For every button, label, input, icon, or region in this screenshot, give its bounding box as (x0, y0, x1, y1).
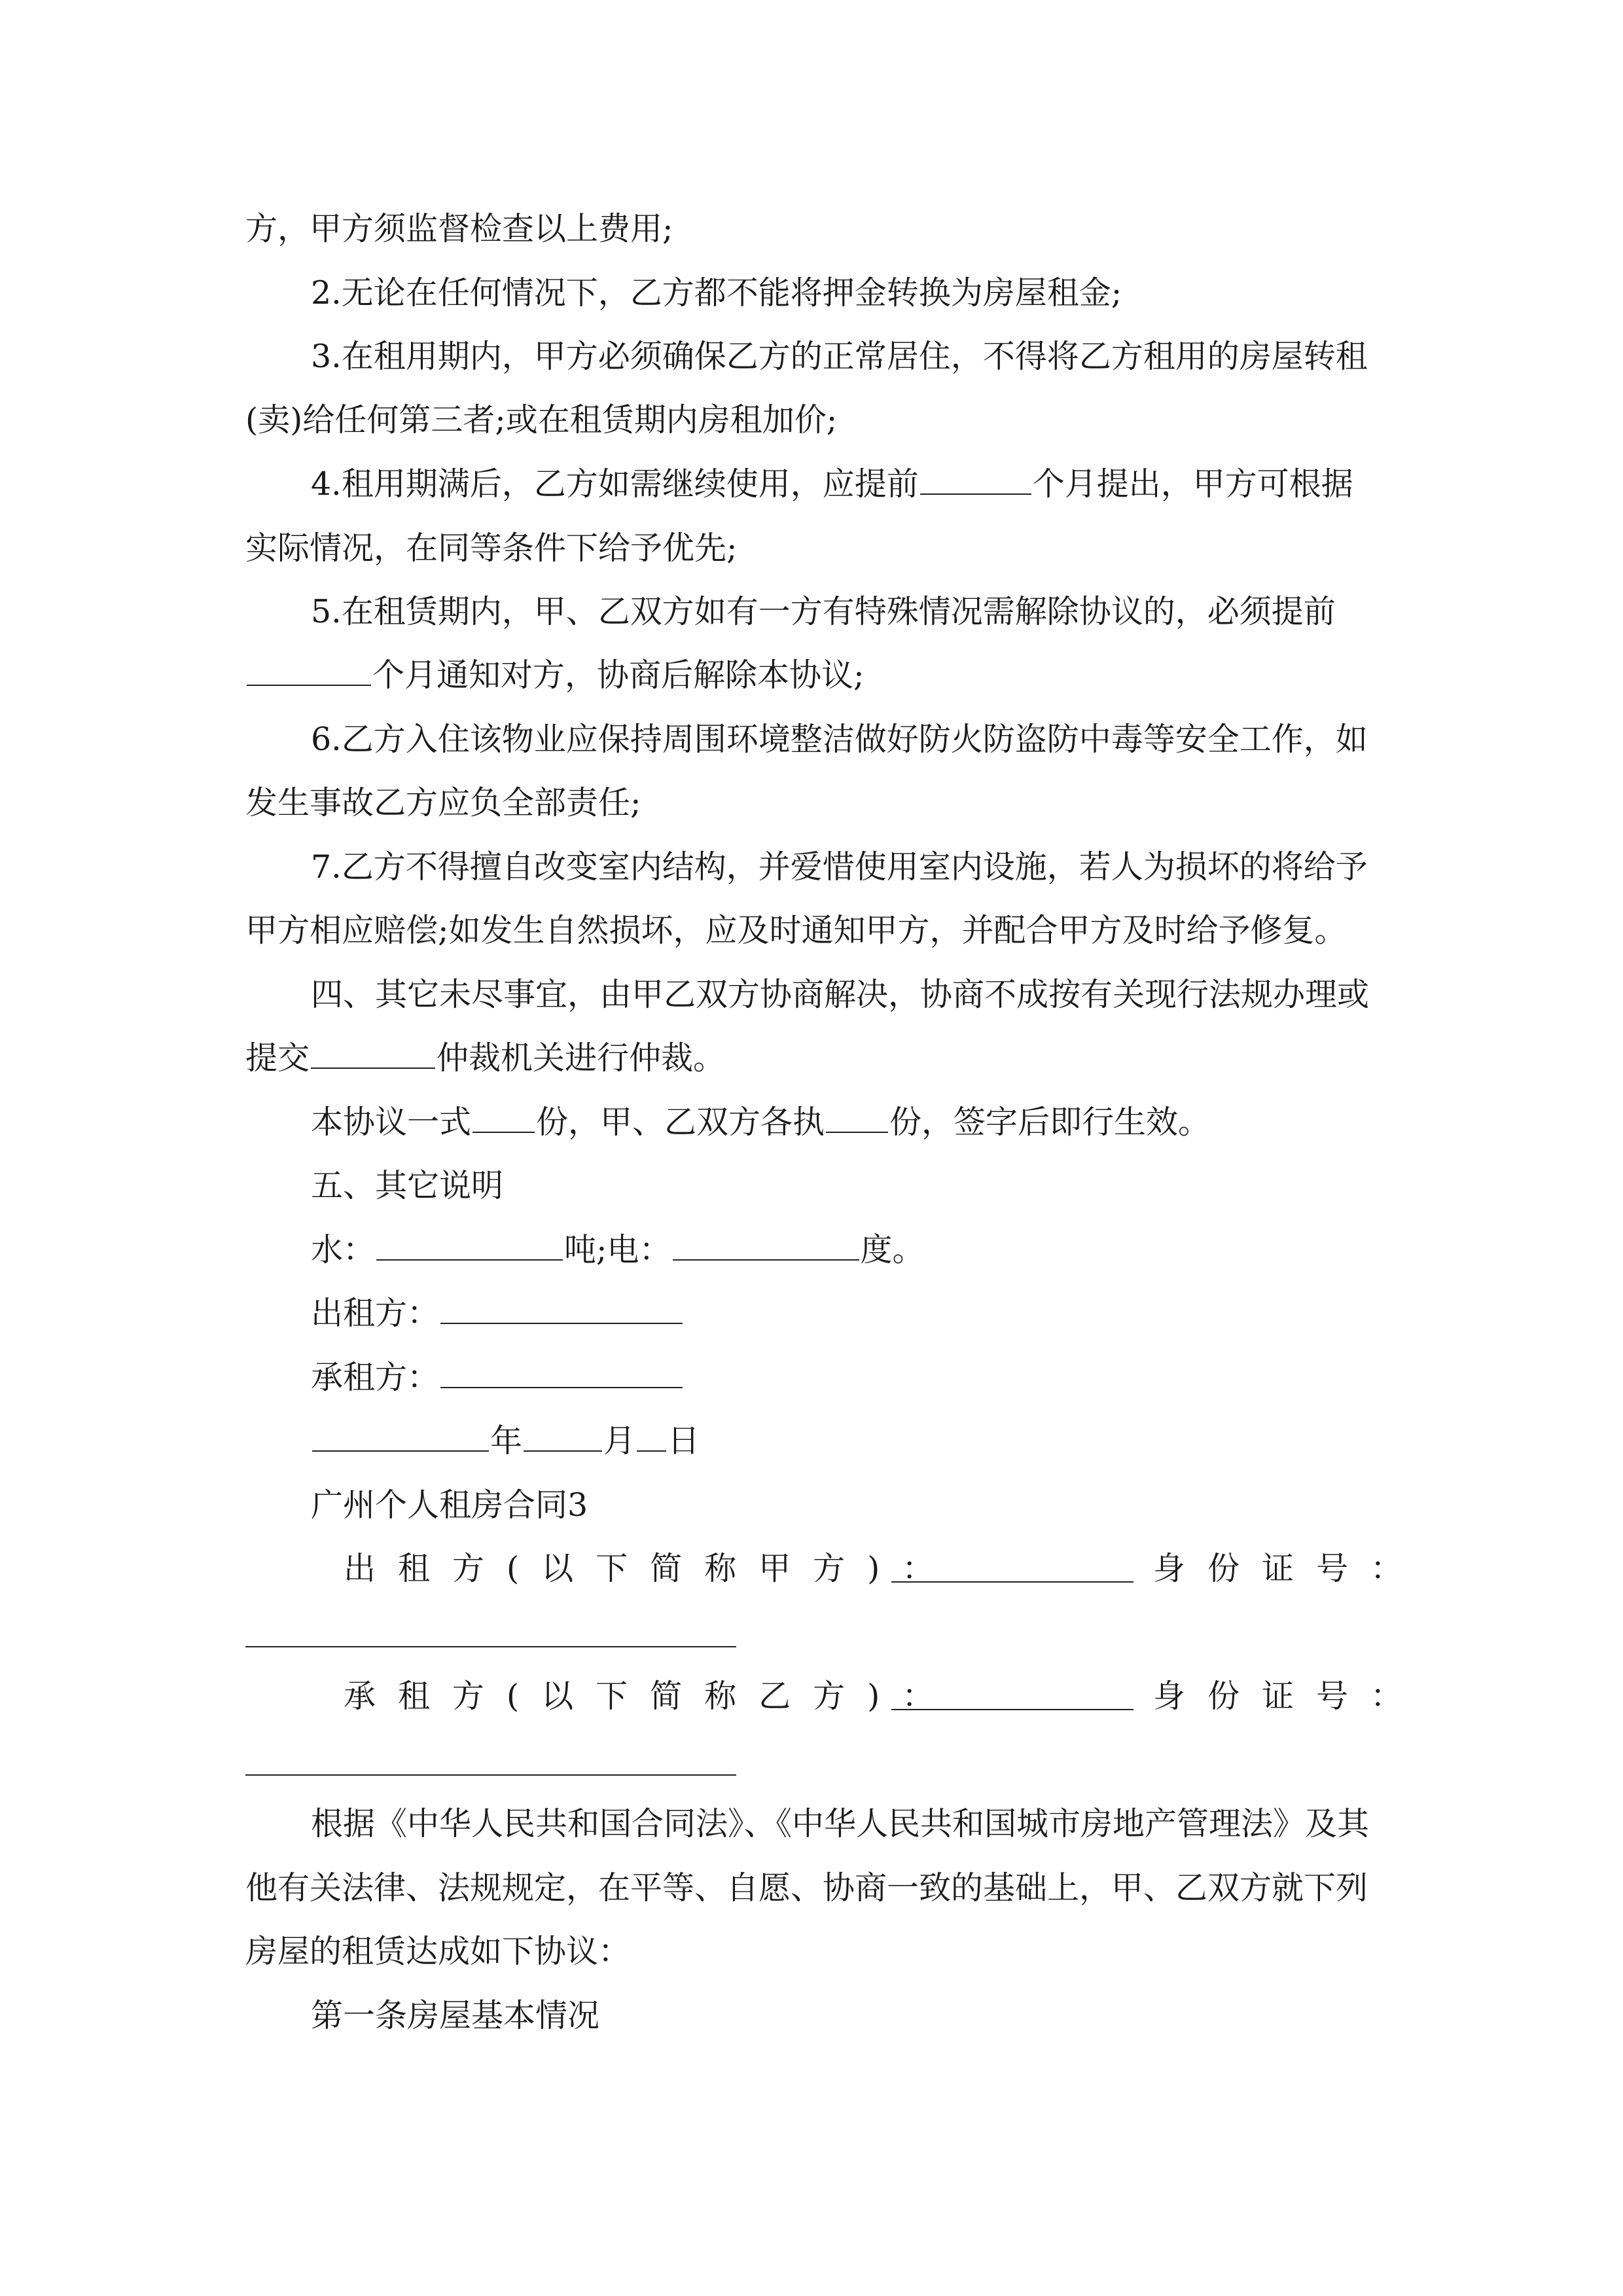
text-line (311, 1230, 925, 1270)
date-line (311, 1422, 700, 1461)
text-line (311, 1103, 1210, 1142)
clause-text: 5.在租赁期内，甲、乙双方如有一方有特殊情况需解除协议的，必须提前 (311, 593, 1336, 630)
blank-line (826, 1105, 888, 1133)
clause-text: 甲方相应赔偿;如发生自然损坏，应及时通知甲方，并配合甲方及时给予修复。 (245, 912, 1347, 949)
party-line (344, 1549, 956, 1588)
blank-line (440, 1361, 683, 1388)
article-heading (311, 1996, 599, 2036)
text-line (311, 274, 1122, 313)
clause-text: 个月提出，甲方可根据 (1032, 465, 1353, 503)
blank-line (891, 1709, 1133, 1710)
blank-line (524, 1424, 602, 1452)
paragraph-text: 根据《中华人民共和国合同法》、《中华人民共和国城市房地产管理法》及其 (311, 1805, 1370, 1842)
signature-line (311, 1358, 684, 1397)
text-line (311, 720, 1368, 759)
blank-line (311, 1041, 435, 1069)
field-label: 日 (668, 1422, 700, 1460)
clause-text: 4.租用期满后，乙方如需继续使用，应提前 (311, 465, 919, 503)
field-label: 度。 (860, 1231, 925, 1268)
text-line (245, 401, 837, 440)
party-line (1153, 1677, 1425, 1716)
blank-line (247, 658, 371, 686)
text-line (245, 209, 673, 249)
blank-line (920, 467, 1031, 495)
text-line (245, 911, 1347, 950)
paragraph-text: 他有关法律、法规规定，在平等、自愿、协商一致的基础上，甲、乙双方就下列 (245, 1869, 1368, 1907)
clause-text: 实际情况，在同等条件下给予优先; (245, 529, 738, 567)
blank-line (245, 1646, 736, 1647)
clause-text: 本协议一式 (311, 1103, 472, 1141)
text-line (245, 1869, 1368, 1908)
section-heading (311, 1166, 503, 1206)
field-label: 身份证号： (1153, 1677, 1425, 1715)
party-line (1153, 1549, 1425, 1588)
text-line (245, 1932, 630, 1971)
field-label: 出租方(以下简称甲方)： (344, 1550, 957, 1587)
signature-line (311, 1294, 684, 1333)
field-label: 身份证号： (1153, 1550, 1425, 1587)
text-line (311, 337, 1368, 376)
clause-text: 6.乙方入住该物业应保持周围环境整洁做好防火防盗防中毒等安全工作，如 (311, 721, 1368, 758)
field-label: 水： (311, 1231, 376, 1268)
clause-text: 提交 (245, 1039, 310, 1077)
clause-text: 方，甲方须监督检查以上费用; (245, 210, 673, 247)
blank-line (245, 1774, 736, 1776)
clause-text: 仲裁机关进行仲裁。 (437, 1039, 726, 1077)
contract-title (311, 1486, 588, 1525)
field-label: 承租方： (311, 1359, 440, 1396)
clause-text: 2.无论在任何情况下，乙方都不能将押金转换为房屋租金; (311, 274, 1122, 312)
text-line (245, 529, 738, 568)
field-label: 年 (490, 1422, 523, 1460)
text-line (245, 1039, 725, 1078)
paragraph-text: 房屋的租赁达成如下协议： (245, 1933, 631, 1970)
field-label: 承租方(以下简称乙方)： (344, 1677, 957, 1715)
clause-text: 个月通知对方，协商后解除本协议; (372, 656, 865, 694)
field-label: 月 (603, 1422, 636, 1460)
clause-text: 3.在租用期内，甲方必须确保乙方的正常居住，不得将乙方租用的房屋转租 (311, 338, 1368, 375)
blank-line (473, 1105, 535, 1133)
text-line (311, 465, 1353, 504)
title-text: 广州个人租房合同3 (311, 1486, 588, 1524)
clause-text: 7.乙方不得擅自改变室内结构，并爱惜使用室内设施，若人为损坏的将给予 (311, 848, 1368, 886)
field-label: 吨;电： (564, 1231, 671, 1268)
text-line (311, 975, 1369, 1014)
text-line (245, 783, 641, 823)
blank-line (376, 1233, 563, 1261)
section-title: 五、其它说明 (311, 1167, 504, 1204)
text-line (311, 592, 1336, 632)
article-title: 第一条房屋基本情况 (311, 1997, 600, 2034)
blank-line (312, 1424, 489, 1452)
text-line (311, 848, 1368, 887)
text-line (245, 656, 865, 695)
clause-text: (卖)给任何第三者;或在租赁期内房租加价; (245, 401, 838, 439)
blank-line (673, 1233, 859, 1261)
clause-text: 份，甲、乙双方各执 (536, 1103, 825, 1141)
blank-line (440, 1297, 683, 1324)
clause-text: 发生事故乙方应负全部责任; (245, 784, 641, 821)
text-line (311, 1804, 1369, 1844)
blank-line (891, 1581, 1133, 1583)
field-label: 出租方： (311, 1295, 440, 1332)
clause-text: 四、其它未尽事宜，由甲乙双方协商解决，协商不成按有关现行法规办理或 (311, 976, 1370, 1013)
clause-text: 份，签字后即行生效。 (889, 1103, 1211, 1141)
party-line (344, 1677, 956, 1716)
blank-line (637, 1424, 666, 1452)
